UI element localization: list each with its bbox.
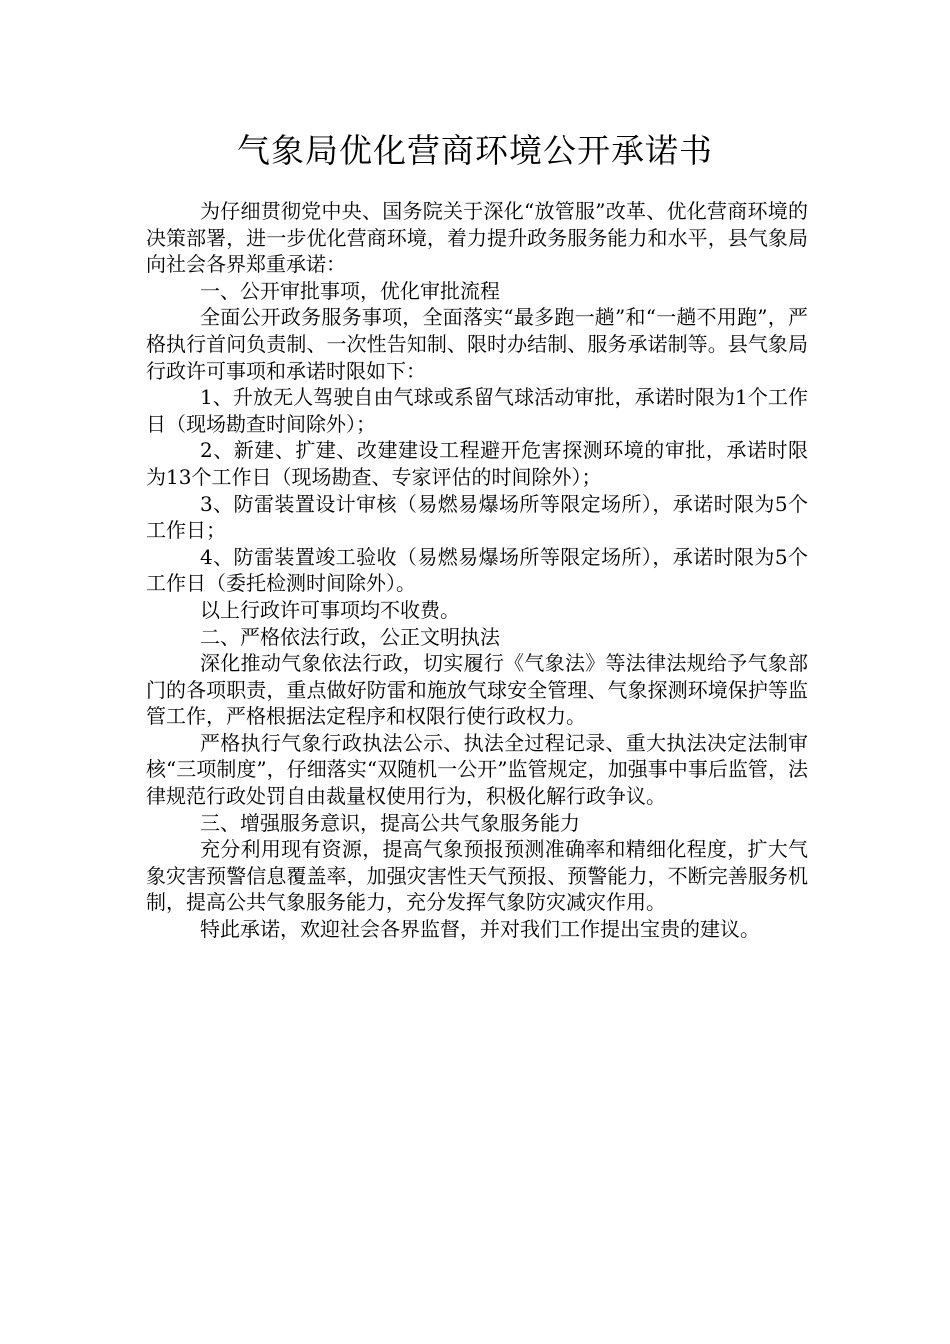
list-item: 2、新建、扩建、改建建设工程避开危害探测环境的审批，承诺时限为13个工作日（现场勘查、专家评估的时间除外）； xyxy=(146,438,808,489)
intro-paragraph: 为仔细贯彻党中央、国务院关于深化“放管服”改革、优化营商环境的决策部署，进一步优化营商环境，着力提升政务服务能力和水平，县气象局向社会各界郑重承诺： xyxy=(146,199,808,277)
section-heading-3: 三、增强服务意识，提高公共气象服务能力 xyxy=(200,810,580,835)
section-heading-1: 一、公开审批事项，优化审批流程 xyxy=(200,278,500,303)
paragraph: 充分利用现有资源，提高气象预报预测准确率和精细化程度，扩大气象灾害预警信息覆盖率，加强灾害性天气预报、预警能力，不断完善服务机制，提高公共气象服务能力，充分发挥气象防灾减灾作用。 xyxy=(146,837,808,915)
paragraph: 全面公开政务服务事项，全面落实“最多跑一趟”和“一趟不用跑”，严格执行首问负责制、一次性告知制、限时办结制、服务承诺制等。县气象局行政许可事项和承诺时限如下： xyxy=(146,305,808,383)
document-body xyxy=(146,198,808,943)
section-heading-2: 二、严格依法行政，公正文明执法 xyxy=(200,624,500,649)
document-title: 气象局优化营商环境公开承诺书 xyxy=(237,131,713,170)
list-item: 4、防雷装置竣工验收（易燃易爆场所等限定场所），承诺时限为5个工作日（委托检测时间除外）。 xyxy=(146,544,808,596)
list-item: 1、升放无人驾驶自由气球或系留气球活动审批，承诺时限为1个工作日（现场勘查时间除外）； xyxy=(146,385,808,436)
list-item: 3、防雷装置设计审核（易燃易爆场所等限定场所），承诺时限为5个工作日； xyxy=(146,491,808,543)
closing-paragraph: 特此承诺，欢迎社会各界监督，并对我们工作提出宝贵的建议。 xyxy=(200,917,760,942)
paragraph: 深化推动气象依法行政，切实履行《气象法》等法律法规给予气象部门的各项职责，重点做好防雷和施放气球安全管理、气象探测环境保护等监管工作，严格根据法定程序和权限行使行政权力。 xyxy=(146,651,808,729)
paragraph: 严格执行气象行政执法公示、执法全过程记录、重大执法决定法制审核“三项制度”，仔细落实“双随机一公开”监管规定，加强事中事后监管，法律规范行政处罚自由裁量权使用行为，积极化解行政争议。 xyxy=(146,730,808,809)
paragraph: 以上行政许可事项均不收费。 xyxy=(200,597,460,622)
